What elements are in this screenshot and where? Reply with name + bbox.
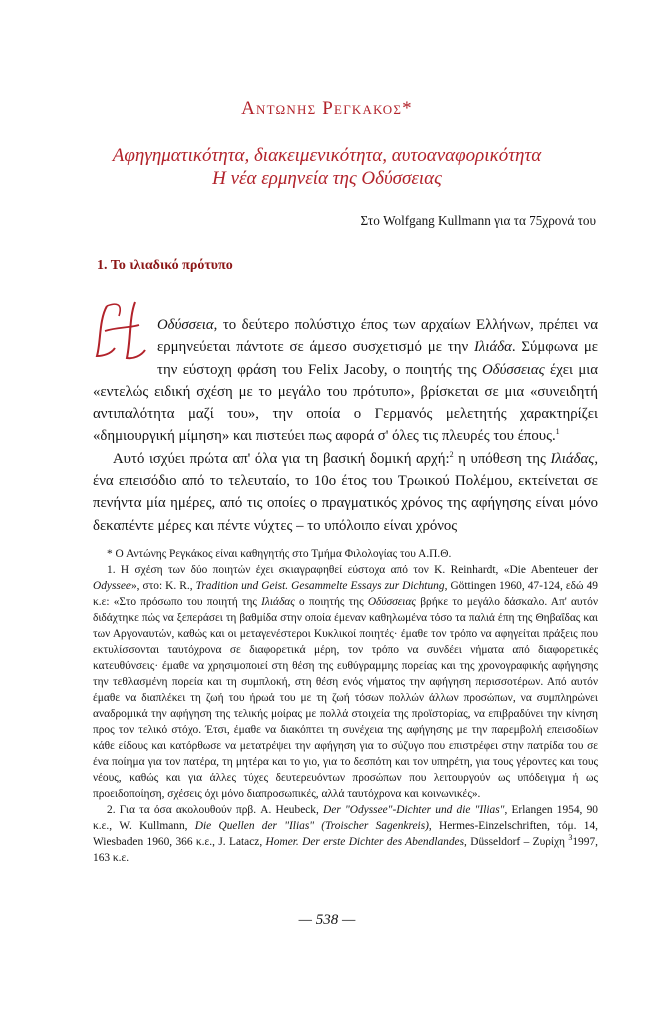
main-text <box>93 314 598 537</box>
p1-text-f: έχει μια «εντελώς ειδική σχέση με το μεγάλο του πρότυπο», βρίσκεται σε μια «συνειδητή αντιπαλότητα μαζί του», την οποία ο Γερμανός μελετητής χαρακτηρίζει «δημιουργική μίμηση» και πιστεύει πως αφορά σ' όλες τις πλευρές του έπους. <box>93 361 598 445</box>
article-title-line1: Αφηγηματικότητα, διακειμενικότητα, αυτοαναφορικότητα <box>112 145 542 166</box>
fn2-a: 2. Για τα όσα ακολουθούν πρβ. A. Heubeck, <box>107 804 324 816</box>
footnote-star: * Ο Αντώνης Ρεγκάκος είναι καθηγητής στο Τμήμα Φιλολογίας του Α.Π.Θ. <box>107 548 452 560</box>
title-line2-prefix: Η νέα ερμηνεία της <box>212 168 362 189</box>
p1-iliad: Ιλιάδα <box>474 339 512 356</box>
footnote-1 <box>93 562 598 802</box>
paragraph-2 <box>93 448 598 537</box>
paragraph-1 <box>93 314 598 448</box>
fn1-i: βρήκε το μεγάλο δάσκαλο. Απ' αυτόν διδάχτηκε πώς να ξεπεράσει τη βαθμίδα στην οποία έμεναν καθηλωμένα τόσο τα παλιά έπη της Θηβαΐδας και των Αργοναυτών, καθώς και οι μεταγενέστεροι Κυκλικοί ποιητές· έμαθε τον τρόπο να αφηγείται πράξεις που εκτυλίσσονται ταυτόχρονα σε διαφορετικά μέρη, τον τρόπο να συνδέει νήματα από διαφορετικές κατευθύνσεις· έμαθε να χρησιμοποιεί στη θέση της ευθύγραμμης πορείας και της χρονογραφικής αφήγησης την τεθλασμένη πορεία και τη συμπλοκή, στη θέση ενός νήματος την αφήγηση περισσοτέρων. Από αυτόν έμαθε να διαπλέκει τη ζωή του ήρωά του με τη ζωή τόσων πολλών άλλων προσώπων, να συμπληρώνει αναδρομικά την αφήγηση της τελικής μοίρας με πολλά στοιχεία της προϊστορίας, να επιβραδύνει την κίνηση προς τον τελικό στόχο. Έτσι, έμαθε να διακόπτει τη συνέχεια της αφήγησης με την παρεμβολή επεισοδίων κάθε είδους και κατόρθωσε να μετατρέψει την αφήγηση για το σύζυγο που επιστρέφει στην πατρίδα του σε ένα ποίημα για τον πατέρα, τη μητέρα και το γιο, για το δεσπότη και τον υπηρέτη, για τους γέροντες και τους νέους, καθώς και για άλλες τύχες δευτερευόντων προσώπων που λειτουργούν ως υπόδειγμα ή ως προειδοποίηση, σχέσεις όχι μόνο διαπροσωπικές, αλλά ταυτόχρονα και κοινωνικές». <box>93 596 598 800</box>
p2-iliad: Ιλιάδας <box>550 450 595 467</box>
fn1-d: Tradition und Geist. Gesammelte Essays zur Dichtung <box>195 580 445 592</box>
p1-odyssey-2: Οδύσσειας <box>482 361 545 378</box>
fn1-e: , Göttingen 1960, 47-124, εδώ 49 κ.ε: «Στο πρόσωπο του ποιητή της <box>93 580 598 608</box>
title-line2-italic: Οδύσσειας <box>361 168 442 189</box>
p2-text-d: , ένα επεισόδιο από το τελευταίο, το 10ο έτος του Τρωικού Πολέμου, εκτείνεται σε πενήντα μία ημέρες, από τις οποίες ο πραγματικός χρόνος της αφήγησης είναι μόνο δεκαπέντε μέρες και πέντε νύχτες – το υπόλοιπο είναι χρόνος <box>93 450 599 534</box>
author-name-text: Αντωνης Ρεγκακος <box>241 98 403 119</box>
footnote-2 <box>93 802 598 866</box>
section-heading: 1. Το ιλιαδικό πρότυπο <box>97 258 233 273</box>
p1-text-b: , το δεύτερο πολύστιχο έπος των αρχαίων Ελλήνων, πρέπει να ερμηνεύεται πάντοτε σε άμεσο συσχετισμό με την <box>157 317 598 356</box>
fn2-c: , Erlangen 1954, 90 κ.ε., W. Kullmann, <box>93 804 598 832</box>
footnotes <box>93 546 598 866</box>
footnote-ref-2: 2 <box>449 449 454 459</box>
fn1-g: ο ποιητής της <box>294 596 368 608</box>
fn1-c: », στο: K. R., <box>130 580 196 592</box>
article-title-line2 <box>0 168 654 190</box>
footnote-ref-1: 1 <box>555 427 560 437</box>
fn1-a: 1. Η σχέση των δύο ποιητών έχει σκιαγραφηθεί εύστοχα από τον K. Reinhardt, «Die Abenteuer der <box>107 564 598 576</box>
fn1-h: Οδύσσειας <box>367 596 417 608</box>
fn2-b: Der "Odyssee"-Dichter und die "Ilias" <box>323 804 505 816</box>
dedication: Στο Wolfgang Kullmann για τα 75χρονά του <box>360 213 596 228</box>
page-number: — 538 — <box>298 912 356 928</box>
fn2-f: Homer. Der erste Dichter des Abendlandes <box>265 836 465 848</box>
author-name <box>0 98 654 120</box>
fn2-sup: 3 <box>568 833 573 843</box>
fn2-h: 1997, 163 κ.ε. <box>93 836 598 864</box>
p2-text-b: η υπόθεση της <box>453 450 551 467</box>
p1-odyssey: Οδύσσεια <box>157 317 214 333</box>
author-footnote-mark: * <box>402 98 413 119</box>
fn1-f: Ιλιάδας <box>261 596 295 608</box>
fn1-b: Odyssee <box>93 580 131 592</box>
fn2-g: , Düsseldorf – Ζυρίχη <box>464 836 569 848</box>
fn2-e: , Hermes-Einzelschriften, τόμ. 14, Wiesbaden 1960, 366 κ.ε., J. Latacz, <box>93 820 598 848</box>
fn2-d: Die Quellen der "Ilias" (Troischer Sagenkreis) <box>194 820 429 832</box>
p1-text-d: . Σύμφωνα με την εύστοχη φράση του Felix Jacoby, ο ποιητής της <box>157 339 598 378</box>
drop-cap-eta <box>93 298 151 360</box>
p2-text-a: Αυτό ισχύει πρώτα απ' όλα για τη βασική δομική αρχή: <box>113 450 450 467</box>
